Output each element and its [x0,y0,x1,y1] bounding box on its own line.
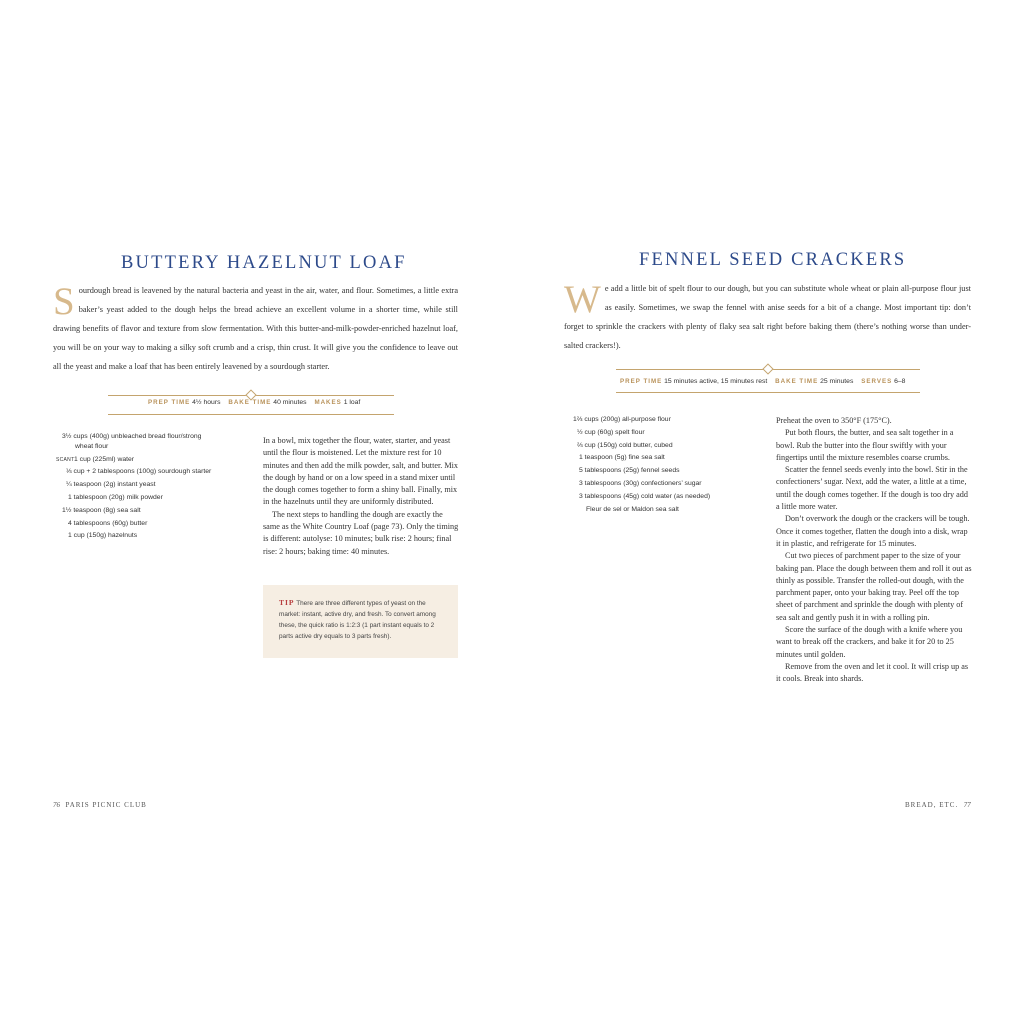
page-footer [905,801,971,809]
method-step: Cut two pieces of parchment paper to the size of your baking pan. Place the dough between them and roll it out as thinly as possible. Transfer the rolled-out dough, with the parchment paper, onto your baking tray. Peel off the top sheet of parchment and sprinkle the dough with plenty of sea salt and gently push it in with a rolling pin. [776,551,972,622]
method-step: The next steps to handling the dough are exactly the same as the White Country Loaf (page 73). Only the timing is different: autolyse: 10 minutes; bulk rise: 2 hours; final rise: 2 hours; baking time: 40 minutes. [263,509,459,556]
ingredient-item: 3½ cups (400g) unbleached bread flour/strong [62,433,202,440]
ingredient-item: 1⅔ cups (200g) all-purpose flour [573,416,671,423]
ingredient-item: ⅔ cup (150g) cold butter, cubed [577,441,673,449]
ingredient-prefix: SCANT [56,456,75,463]
page-footer [53,801,147,809]
tip-text: There are three different types of yeast on the market: instant, active dry, and fresh. To convert among these, the quick ratio is 1:2:3 (1 part instant equals to 2 parts active dry equals to 3 parts fresh). [279,600,436,640]
tip-box [263,585,458,658]
bake-time-value: 25 minutes [820,378,854,385]
method-step: Remove from the oven and let it cool. It will crisp up as it cools. Break into shards. [776,661,969,684]
prep-time-value: 15 minutes active, 15 minutes rest [664,378,768,385]
ingredient-list [573,414,773,516]
ingredient-item: 1 teaspoon (5g) fine sea salt [579,454,665,462]
makes-value: 1 loaf [343,399,361,406]
recipe-title: BUTTERY HAZELNUT LOAF [121,253,407,273]
prep-time-label: PREP TIME [620,378,663,385]
makes-label: MAKES [314,399,342,406]
bake-time-label: BAKE TIME [228,399,272,406]
ingredient-item: SCANT 1 cup (225ml) water [74,454,264,467]
method-step: Scatter the fennel seeds evenly into the bowl. Stir in the confectioners’ sugar. Next, add the water, a little at a time, until the dough comes together. If the dough is too dry add a little more water. [776,465,968,512]
serves-value: 6–8 [894,378,906,385]
ingredient-item: 1 tablespoon (20g) milk powder [68,493,163,501]
tip-label: TIP [279,598,295,607]
drop-cap: W [564,278,601,321]
serves-label: SERVES [861,378,893,385]
intro-text: ourdough bread is leavened by the natural bacteria and yeast in the air, water, and flour. Sometimes, a little extra baker’s yeast added to the dough helps the bread achieve an excellent volume in a shorter time, while still drawing benefits of flavor and texture from slow fermentation. With this butter-and-milk-powder-enriched hazelnut loaf, you will be on your way to making a silky soft crumb and a crisp, thin crust. It will give you the confidence to leave out all the yeast and make a loaf that has been entirely leavened by a sourdough starter. [53,286,458,371]
ingredient-item: Fleur de sel or Maldon sea salt [586,505,679,513]
ingredient-item: 1½ teaspoon (8g) sea salt [62,506,141,514]
ingredient-item: 3 tablespoons (45g) cold water (as needed) [579,492,711,500]
method-step: Preheat the oven to 350°F (175°C). [776,416,892,425]
running-title: PARIS PICNIC CLUB [65,801,147,809]
method-steps [776,415,972,686]
method-step: In a bowl, mix together the flour, water, starter, and yeast until the flour is moistened. Let the mixture rest for 10 minutes and then add the milk powder, salt, and butter. Mix the dough by hand or on a low speed in a stand mixer until the dough comes together to form a shiny ball. Finally, mix in the hazelnuts until they are uniformly distributed. [263,436,458,507]
running-title: BREAD, ETC. [905,801,959,809]
ornament-icon [762,363,773,374]
ingredient-item: 3 tablespoons (30g) confectioners’ sugar [579,479,702,487]
ingredient-item: ¼ teaspoon (2g) instant yeast [66,481,156,489]
recipe-intro [53,281,458,376]
ingredient-item: 4 tablespoons (60g) butter [68,519,148,527]
ingredient-item: 5 tablespoons (25g) fennel seeds [579,467,680,475]
method-step: Put both flours, the butter, and sea salt together in a bowl. Rub the butter into the flour swiftly with your fingertips until the mixture resembles coarse crumbs. [776,428,954,462]
ingredient-list [56,431,252,543]
method-step: Don’t overwork the dough or the crackers will be tough. Once it comes together, flatten the dough into a disk, wrap it in plastic, and refrigerate for 15 minutes. [776,514,970,548]
drop-cap: S [53,280,75,323]
method-steps [263,435,459,558]
recipe-title: FENNEL SEED CRACKERS [639,250,907,270]
intro-text: e add a little bit of spelt flour to our dough, but you can substitute whole wheat or plain all-purpose flour just as easily. Sometimes, we swap the fennel with anise seeds for a bit of a change. Most important tip: don’t forget to sprinkle the crackers with plenty of flaky sea salt right before baking them (there’s nothing worse than under-salted crackers!). [564,284,971,350]
recipe-meta [620,378,905,385]
bake-time-label: BAKE TIME [775,378,819,385]
page-number: 76 [53,801,60,809]
right-page [512,0,1024,1024]
recipe-intro [564,279,971,355]
ingredient-item: 1 cup (150g) hazelnuts [68,532,138,540]
page-number: 77 [963,801,971,809]
recipe-meta [148,399,360,406]
ingredient-item: ⅓ cup + 2 tablespoons (100g) sourdough starter [66,468,212,476]
prep-time-value: 4½ hours [192,399,221,406]
prep-time-label: PREP TIME [148,399,191,406]
method-step: Score the surface of the dough with a knife where you want to break off the crackers, and bake it for 20 to 25 minutes until golden. [776,625,963,659]
ingredient-item: ½ cup (60g) spelt flour [577,428,645,436]
meta-rule-bottom [616,392,920,393]
bake-time-value: 40 minutes [273,399,307,406]
meta-rule-bottom [108,414,394,415]
ingredient-item: wheat flour [75,442,109,450]
